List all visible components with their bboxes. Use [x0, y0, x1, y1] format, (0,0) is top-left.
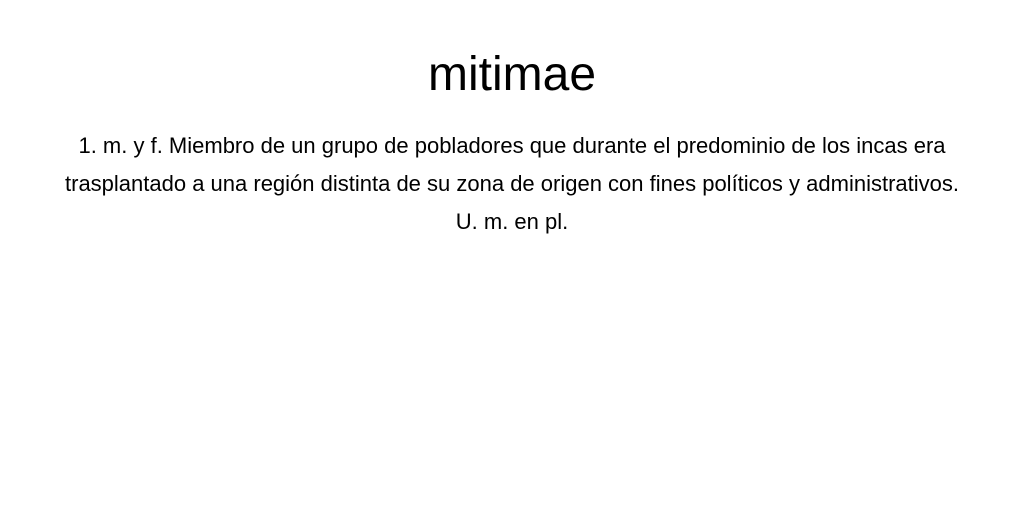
entry-word: mitimae — [427, 48, 597, 101]
entry-definition: 1. m. y f. Miembro de un grupo de pobladores que durante el predominio de los incas era trasplantado a una región distinta de su zona de origen con fines políticos y administrativos. U. m. en pl. — [65, 133, 959, 234]
